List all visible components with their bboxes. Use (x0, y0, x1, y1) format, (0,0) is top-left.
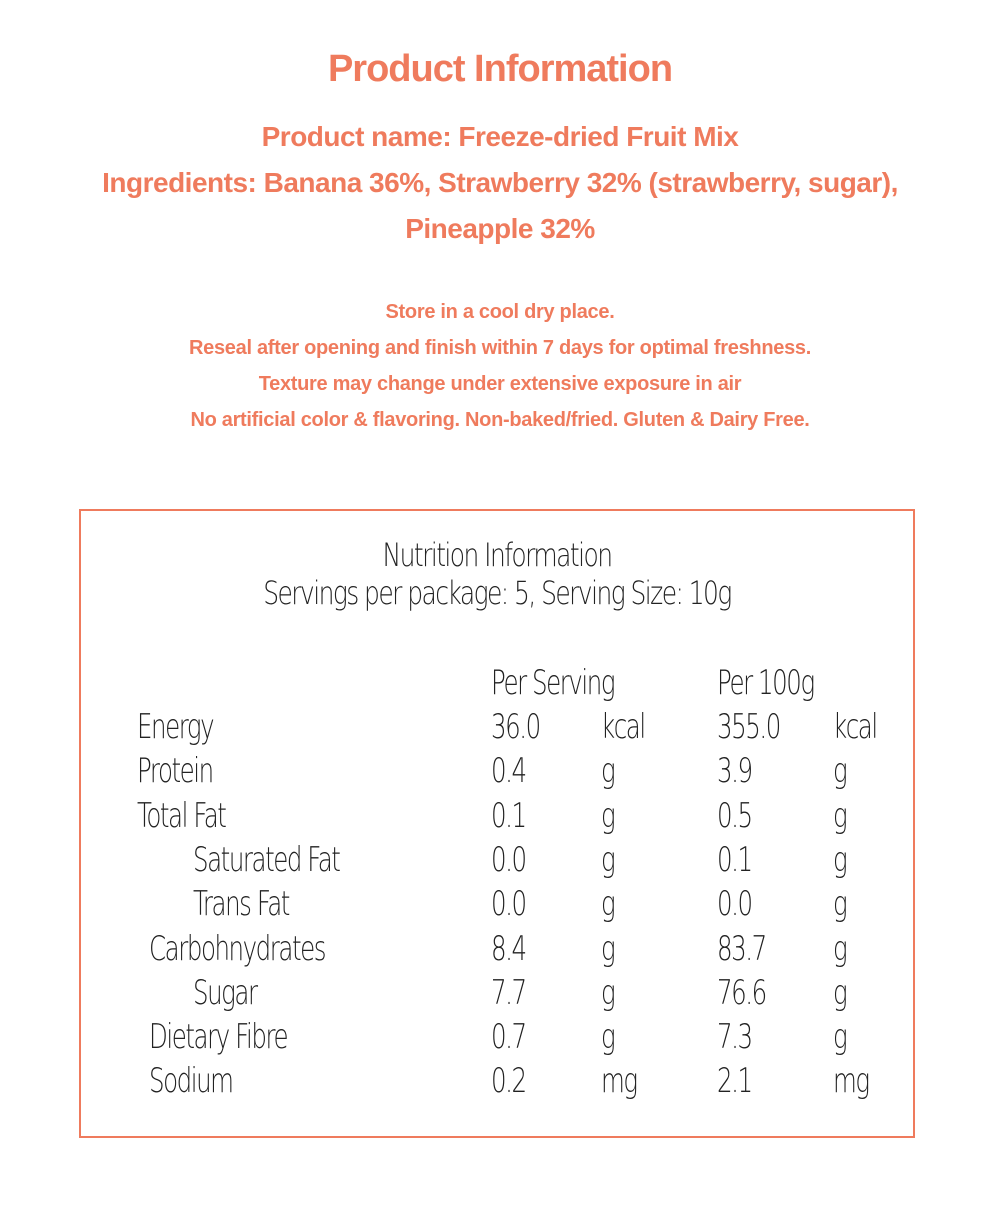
product-name: Product name: Freeze-dried Fruit Mix (261, 121, 739, 152)
per-serving-value: 0.0 (491, 884, 526, 925)
per-serving-value: 36.0 (491, 707, 540, 747)
per-100g-value: 2.1 (717, 1061, 752, 1102)
per-100g-value: 76.6 (717, 972, 766, 1013)
per-serving-unit: g (601, 1017, 615, 1058)
per-100g-value: 7.3 (717, 1017, 752, 1058)
note-texture: Texture may change under extensive exposure in air (258, 373, 742, 395)
per-serving-value: 0.4 (491, 751, 526, 792)
per-100g-unit: g (833, 839, 847, 880)
ingredients-line-2: Pineapple 32% (405, 213, 595, 244)
column-header-per-100g: Per 100g (717, 663, 814, 703)
per-100g-value: 0.5 (717, 795, 752, 836)
per-serving-unit: g (601, 751, 615, 792)
per-serving-value: 0.2 (491, 1061, 526, 1102)
nutrient-name: Energy (137, 707, 214, 747)
per-100g-value: 355.0 (717, 707, 780, 747)
nutrient-name: Protein (137, 751, 213, 792)
per-serving-unit: g (601, 839, 615, 880)
nutrient-name: Total Fat (137, 795, 226, 836)
per-serving-value: 8.4 (491, 928, 526, 969)
note-free-from: No artificial color & flavoring. Non-baked/fried. Gluten & Dairy Free. (190, 409, 810, 431)
per-serving-value: 0.1 (491, 795, 526, 836)
per-100g-value: 0.0 (717, 884, 752, 925)
nutrition-servings: Servings per package: 5, Serving Size: 10g (263, 574, 731, 612)
per-serving-value: 7.7 (491, 972, 526, 1013)
per-serving-unit: g (601, 795, 615, 836)
per-serving-unit: g (601, 972, 615, 1013)
storage-notes (0, 294, 1000, 438)
column-header-per-serving: Per Serving (491, 663, 615, 703)
note-reseal: Reseal after opening and finish within 7 days for optimal freshness. (189, 337, 811, 359)
per-serving-value: 0.0 (491, 839, 526, 880)
nutrient-name: Saturated Fat (193, 839, 340, 880)
per-100g-value: 0.1 (717, 839, 752, 880)
per-100g-unit: g (833, 795, 847, 836)
per-serving-unit: kcal (601, 707, 645, 747)
nutrition-panel (79, 509, 915, 1138)
ingredients-line-1: Ingredients: Banana 36%, Strawberry 32% (strawberry, sugar), (102, 167, 898, 198)
per-100g-unit: g (833, 884, 847, 925)
per-100g-unit: g (833, 928, 847, 969)
page-title: Product Information (327, 48, 673, 90)
nutrient-name: Carbohnydrates (149, 928, 326, 969)
per-100g-value: 83.7 (717, 928, 766, 969)
nutrition-title: Nutrition Information (382, 536, 612, 574)
per-serving-unit: mg (601, 1061, 637, 1102)
per-100g-unit: g (833, 751, 847, 792)
per-100g-unit: mg (833, 1061, 869, 1102)
per-100g-unit: g (833, 972, 847, 1013)
nutrient-name: Trans Fat (193, 884, 289, 925)
per-100g-unit: g (833, 1017, 847, 1058)
nutrient-name: Sodium (149, 1061, 233, 1102)
per-100g-unit: kcal (833, 707, 877, 747)
note-storage: Store in a cool dry place. (385, 301, 615, 323)
per-serving-value: 0.7 (491, 1017, 526, 1058)
nutrient-name: Dietary Fibre (149, 1017, 288, 1058)
per-100g-value: 3.9 (717, 751, 752, 792)
per-serving-unit: g (601, 928, 615, 969)
product-details (0, 114, 1000, 252)
nutrient-name: Sugar (193, 972, 257, 1013)
per-serving-unit: g (601, 884, 615, 925)
